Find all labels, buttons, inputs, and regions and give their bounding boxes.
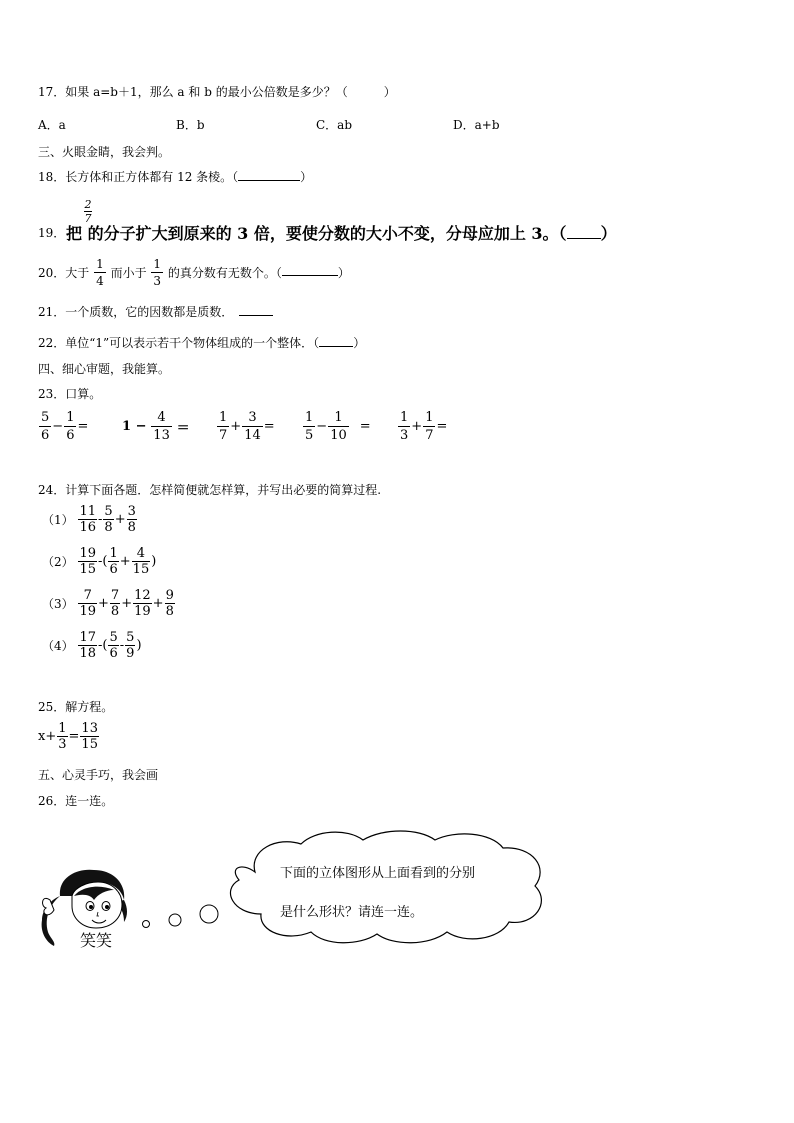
numerator: 4 xyxy=(132,547,151,562)
q18-close: ） xyxy=(300,170,313,184)
denominator: 6 xyxy=(109,646,118,661)
denominator: 15 xyxy=(79,562,97,577)
section4-title: 四、细心审题，我能算。 xyxy=(38,362,171,376)
q20-mid: 而小于 xyxy=(110,266,147,280)
denominator: 6 xyxy=(41,428,50,443)
q17-option-d: D．a+b xyxy=(453,118,500,132)
q24-part-1 xyxy=(42,505,138,534)
numerator: 1 xyxy=(400,410,409,425)
q22-text: 22．单位“1”可以表示若干个物体组成的一个整体．（ xyxy=(38,336,320,350)
q18 xyxy=(38,168,312,185)
denominator: 6 xyxy=(109,562,118,577)
q19-body xyxy=(66,221,617,244)
numerator: 1 xyxy=(58,721,67,736)
operator: -( xyxy=(98,638,108,653)
equals: = xyxy=(77,419,89,434)
q23-e5-frac-b xyxy=(423,411,435,442)
fraction xyxy=(110,589,120,618)
denominator: 10 xyxy=(330,428,347,443)
numerator: 5 xyxy=(41,410,50,425)
numerator: 1 xyxy=(305,410,314,425)
fraction xyxy=(133,589,152,618)
q17-option-a: A．a xyxy=(38,118,66,132)
numerator: 1 xyxy=(109,546,118,561)
q22 xyxy=(38,334,365,351)
q23-e3-frac-b xyxy=(242,411,263,442)
operator: − xyxy=(52,419,64,434)
label: （3） xyxy=(42,597,74,611)
q20-prefix: 20．大于 xyxy=(38,266,90,280)
numerator: 4 xyxy=(151,411,172,427)
denominator: 14 xyxy=(244,428,261,443)
operator: + xyxy=(152,596,164,611)
close-paren: ) xyxy=(151,554,157,569)
equals: = xyxy=(68,729,80,744)
numerator: 1 xyxy=(66,410,75,425)
q23-expr-3 xyxy=(216,411,275,442)
operator: + xyxy=(230,419,242,434)
q18-answer-blank[interactable] xyxy=(238,180,300,181)
fraction xyxy=(78,547,97,576)
denominator: 8 xyxy=(165,604,174,619)
lead: x+ xyxy=(38,729,57,744)
numerator: 11 xyxy=(79,504,97,519)
q22-answer-blank[interactable] xyxy=(319,346,353,347)
fraction xyxy=(132,547,151,576)
q25-equation xyxy=(38,722,100,751)
q23-e5-frac-a xyxy=(398,411,410,442)
label: （4） xyxy=(42,639,74,653)
q20-f1-numerator: 1 xyxy=(96,257,104,271)
q19-fraction-numerator: 2 xyxy=(84,198,92,211)
label: （2） xyxy=(42,555,74,569)
q24-part-3 xyxy=(42,589,176,618)
label: （1） xyxy=(42,513,74,527)
fraction xyxy=(103,505,113,534)
equals: = xyxy=(436,419,448,434)
denominator: 8 xyxy=(127,520,136,535)
q23-e4-frac-a xyxy=(303,411,315,442)
q25-title: 25．解方程。 xyxy=(38,700,114,714)
q19-number: 19． xyxy=(38,226,66,240)
q23-expr-1 xyxy=(38,411,88,442)
operator: + xyxy=(411,419,423,434)
denominator: 15 xyxy=(81,737,98,752)
numerator: 5 xyxy=(109,630,118,645)
q19-fraction-denominator: 7 xyxy=(84,212,92,225)
numerator: 1 xyxy=(425,410,434,425)
q18-text: 18．长方体和正方体都有 12 条棱。（ xyxy=(38,170,239,184)
q17-option-b: B．b xyxy=(176,118,205,132)
q24-title: 24．计算下面各题．怎样简便就怎样算，并写出必要的简算过程. xyxy=(38,483,382,497)
lead: 1 − xyxy=(122,419,147,434)
equals: ＝ xyxy=(176,421,190,436)
operator: + xyxy=(119,554,131,569)
q20-fraction-1 xyxy=(94,258,106,287)
operator: + xyxy=(98,596,109,611)
q20-close: ） xyxy=(337,266,350,280)
fraction xyxy=(165,589,175,618)
numerator: 7 xyxy=(78,589,97,604)
fraction xyxy=(78,589,97,618)
denominator: 9 xyxy=(126,646,135,661)
numerator: 9 xyxy=(165,588,174,603)
q23-e1-frac-a xyxy=(39,411,51,442)
denominator: 5 xyxy=(305,428,314,443)
q19-answer-blank[interactable] xyxy=(567,238,601,239)
numerator: 5 xyxy=(126,630,135,645)
bubble-line-2: 是什么形状？请连一连。 xyxy=(280,905,424,920)
bubble-line-1: 下面的立体图形从上面看到的分别 xyxy=(280,866,476,881)
denominator: 3 xyxy=(58,737,67,752)
q20 xyxy=(38,258,350,287)
fraction xyxy=(108,631,118,660)
fraction xyxy=(78,505,97,534)
thought-bubble xyxy=(215,828,555,948)
q19-text: 把 的分子扩大到原来的 3 倍，要使分数的大小不变，分母应加上 3。（ xyxy=(66,224,567,243)
numerator: 5 xyxy=(104,504,113,519)
numerator: 17 xyxy=(79,630,97,645)
q21-answer-blank[interactable] xyxy=(239,315,273,316)
denominator: 3 xyxy=(400,428,409,443)
denominator: 6 xyxy=(66,428,75,443)
numerator: 3 xyxy=(242,411,263,427)
numerator: 3 xyxy=(127,504,136,519)
numerator: 7 xyxy=(110,588,120,603)
denominator: 8 xyxy=(110,604,120,619)
q17-text: 17．如果 a=b＋1，那么 a 和 b 的最小公倍数是多少？（ ） xyxy=(38,85,396,99)
numerator: 1 xyxy=(328,411,349,427)
equals: = xyxy=(359,419,371,434)
equals: = xyxy=(263,419,275,434)
q21-text: 21．一个质数，它的因数都是质数． xyxy=(38,305,234,319)
section5-title: 五、心灵手巧，我会画 xyxy=(38,768,159,782)
denominator: 7 xyxy=(219,428,228,443)
denominator: 19 xyxy=(134,604,151,619)
denominator: 18 xyxy=(79,646,97,661)
operator: - xyxy=(119,638,125,653)
q19-close: ） xyxy=(600,224,617,243)
q20-f1-denominator: 4 xyxy=(96,274,104,288)
q23-e4-frac-b xyxy=(328,411,349,442)
q23-expr-2 xyxy=(122,411,190,442)
q23-e1-frac-b xyxy=(64,411,76,442)
fraction xyxy=(127,505,137,534)
q23-title: 23．口算。 xyxy=(38,387,102,401)
section3-title: 三、火眼金睛，我会判。 xyxy=(38,145,171,159)
q24-part-2 xyxy=(42,547,156,576)
denominator: 7 xyxy=(425,428,434,443)
q20-fraction-2 xyxy=(151,258,163,287)
q20-f2-numerator: 1 xyxy=(153,257,162,271)
q22-close: ） xyxy=(353,336,366,350)
denominator: 15 xyxy=(132,562,150,577)
q20-suffix: 的真分数有无数个。（ xyxy=(167,266,282,280)
close-paren: ) xyxy=(136,638,142,653)
numerator: 1 xyxy=(219,410,228,425)
operator: + xyxy=(114,512,126,527)
operator: - xyxy=(98,512,103,527)
q24-part-4 xyxy=(42,631,142,660)
numerator: 19 xyxy=(79,546,97,561)
denominator: 8 xyxy=(104,520,113,535)
q20-f2-denominator: 3 xyxy=(153,274,162,288)
q23-expr-5 xyxy=(397,411,447,442)
denominator: 13 xyxy=(153,428,170,443)
fraction xyxy=(57,722,67,751)
q17-option-c: C．ab xyxy=(316,118,353,132)
q23-e3-frac-a xyxy=(217,411,229,442)
denominator: 19 xyxy=(79,604,97,619)
q20-answer-blank[interactable] xyxy=(282,275,338,276)
fraction xyxy=(108,547,118,576)
fraction xyxy=(125,631,135,660)
q23-expr-4 xyxy=(302,411,371,442)
character-label: 笑笑 xyxy=(80,931,113,950)
q19 xyxy=(38,200,66,240)
numerator: 13 xyxy=(81,721,98,736)
operator: + xyxy=(121,596,133,611)
numerator: 12 xyxy=(134,588,151,603)
operator: -( xyxy=(98,554,108,569)
fraction xyxy=(80,722,99,751)
denominator: 16 xyxy=(79,520,97,535)
operator: − xyxy=(316,419,328,434)
fraction xyxy=(78,631,97,660)
q26-title: 26．连一连。 xyxy=(38,794,114,808)
q23-e2-frac-b xyxy=(151,411,172,442)
q21 xyxy=(38,303,273,320)
thought-dots xyxy=(138,902,220,932)
